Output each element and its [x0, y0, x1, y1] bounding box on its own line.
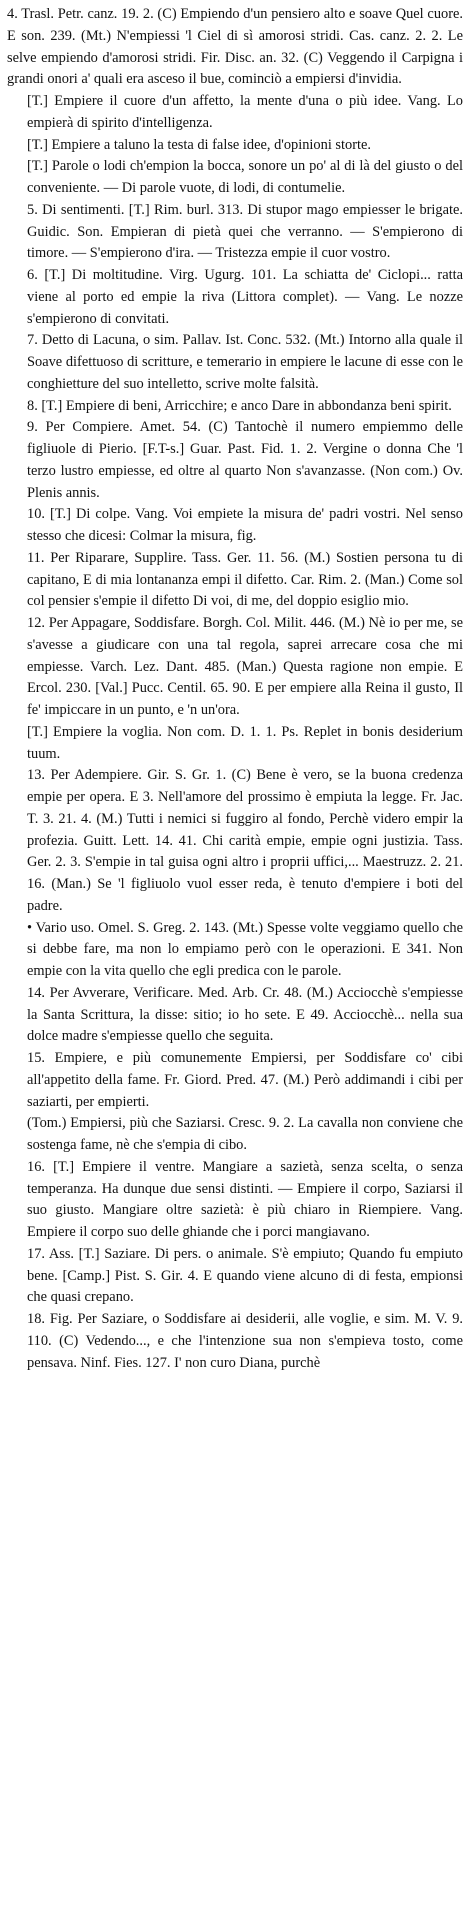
- entry-paragraph: 7. Detto di Lacuna, o sim. Pallav. Ist. Conc. 532. (Mt.) Intorno alla quale il Soave difettuoso di scritture, e temerario in empiere le lacune di esse con le conghietture del suo intelletto, scrive molte falsità.: [27, 332, 463, 392]
- entry-paragraph: 5. Di sentimenti. [T.] Rim. burl. 313. Di stupor mago empiesser le brigate. Guidic. Son. Empieran di pietà quei che verranno. — S'empierono di timore. — S'empierono d'ira. — Tristezza empie il cuor vostro.: [27, 201, 463, 262]
- entry-paragraph: [T.] Empiere a taluno la testa di false idee, d'opinioni storte.: [27, 136, 371, 153]
- entry-paragraph: (Tom.) Empiersi, più che Saziarsi. Cresc. 9. 2. La cavalla non conviene che sostenga fame, nè che s'empia di cibo.: [27, 1115, 463, 1153]
- entry-paragraph: 13. Per Adempiere. Gir. S. Gr. 1. (C) Bene è vero, se la buona credenza empie per opera. E 3. Nell'amore del prossimo è empiuta la legge. Fr. Jac. T. 3. 21. 4. (M.) Tutti i nemici si fuggiro al fondo, Perchè videro empir la profezia. Guitt. Lett. 14. 41. Chi carità empie, empie ogni justizia. Tass. Ger. 2. 3. S'empie in tal guisa ogni altro i proprii uffici,... Maestruzz. 2. 21. 16. (Man.) Se 'l figliuolo vuol esser reda, è tenuto d'empiere i boti del padre.: [27, 767, 463, 914]
- entry-paragraph: 12. Per Appagare, Soddisfare. Borgh. Col. Milit. 446. (M.) Nè io per me, se s'avesse a giudicare con una tal regola, saprei arrecare cosa che mi empiesse. Varch. Lez. Dant. 485. (Man.) Questa ragione non empie. E Ercol. 230. [Val.] Pucc. Centil. 65. 90. E per empiere alla Reina il gusto, Il fe' impiccare in un punto, e 'n un'ora.: [27, 615, 463, 718]
- entry-paragraph: 14. Per Avverare, Verificare. Med. Arb. Cr. 48. (M.) Acciocchè s'empiesse la Santa Scrittura, la disse: sitio; io ho sete. E 49. Acciocchè... nella sua dolce madre s'empiesse quello che seguita.: [27, 984, 463, 1045]
- entry-paragraph: 6. [T.] Di moltitudine. Virg. Ugurg. 101. La schiatta de' Ciclopi... ratta viene al porto ed empie la riva (Littora complet). — Vang. Le nozze s'empierono di convitati.: [27, 267, 463, 327]
- entry-paragraph: • Vario uso. Omel. S. Greg. 2. 143. (Mt.) Spesse volte veggiamo quello che si debbe fare, ma non lo empiamo però con le operazioni. E 341. Non empie con la vita quello che egli predica con le parole.: [27, 919, 463, 979]
- entry-paragraph: 10. [T.] Di colpe. Vang. Voi empiete la misura de' padri vostri. Nel senso stesso che dicesi: Colmar la misura, fig.: [27, 506, 463, 544]
- entry-paragraph: 18. Fig. Per Saziare, o Soddisfare ai desiderii, alle voglie, e sim. M. V. 9. 110. (C) Vedendo..., e che l'intenzione sua non s'empieva tosto, come pensava. Ninf. Fies. 127. I' non curo Diana, purchè: [27, 1311, 463, 1371]
- entry-paragraph: 11. Per Riparare, Supplire. Tass. Ger. 11. 56. (M.) Sostien persona tu di capitano, E di mia lontananza empi il difetto. Car. Rim. 2. (Man.) Come sol col pensier s'empie il difetto Di voi, di me, del doppio esiglio mio.: [27, 549, 463, 610]
- entry-paragraph: [T.] Parole o lodi ch'empion la bocca, sonore un po' al di là del giusto o del conveniente. — Di parole vuote, di lodi, di contumelie.: [27, 158, 463, 196]
- entry-paragraph: 8. [T.] Empiere di beni, Arricchire; e anco Dare in abbondanza beni spirit.: [27, 397, 452, 414]
- entry-paragraph: 16. [T.] Empiere il ventre. Mangiare a sazietà, senza scelta, o senza temperanza. Ha dunque due sensi distinti. — Empiere il corpo, Saziarsi il suo giusto. Mangiare oltre sazietà: è più chiaro in Riempiere. Vang. Empiere il corpo suo delle ghiande che i porci mangiavano.: [27, 1158, 463, 1240]
- entry-paragraph: 4. Trasl. Petr. canz. 19. 2. (C) Empiendo d'un pensiero alto e soave Quel cuore. E son. 239. (Mt.) N'empiessi 'l Ciel di sì amorosi stridi. Cas. canz. 2. 2. Le selve empiendo d'amorosi stridi. Fir. Disc. an. 32. (C) Veggendo il Carpigna i grandi onori a' quali era asceso il bue, cominciò a empiersi d'invidia.: [7, 6, 463, 88]
- entry-paragraph: 15. Empiere, e più comunemente Empiersi, per Soddisfare co' cibi all'appetito della fame. Fr. Giord. Pred. 47. (M.) Però addimandi i cibi per saziarti, per empierti.: [27, 1050, 463, 1110]
- entry-paragraph: [T.] Empiere il cuore d'un affetto, la mente d'una o più idee. Vang. Lo empierà di spirito d'intelligenza.: [27, 93, 463, 131]
- dictionary-page: [7, 4, 463, 1906]
- entry-paragraph: 17. Ass. [T.] Saziare. Di pers. o animale. S'è empiuto; Quando fu empiuto bene. [Camp.] Pist. S. Gir. 4. E quando viene alcuno di di festa, empionsi che quasi crepano.: [27, 1245, 463, 1306]
- entry-paragraph: 9. Per Compiere. Amet. 54. (C) Tantochè il numero empiemmo delle figliuole di Pierio. [F.T-s.] Guar. Past. Fid. 1. 2. Vergine o donna Che 'l terzo lustro empiesse, ed oltre al quarto Non s'avanzasse. (Non com.) Ov. Plenis annis.: [27, 419, 463, 501]
- entry-paragraph: [T.] Empiere la voglia. Non com. D. 1. 1. Ps. Replet in bonis desiderium tuum.: [27, 723, 463, 762]
